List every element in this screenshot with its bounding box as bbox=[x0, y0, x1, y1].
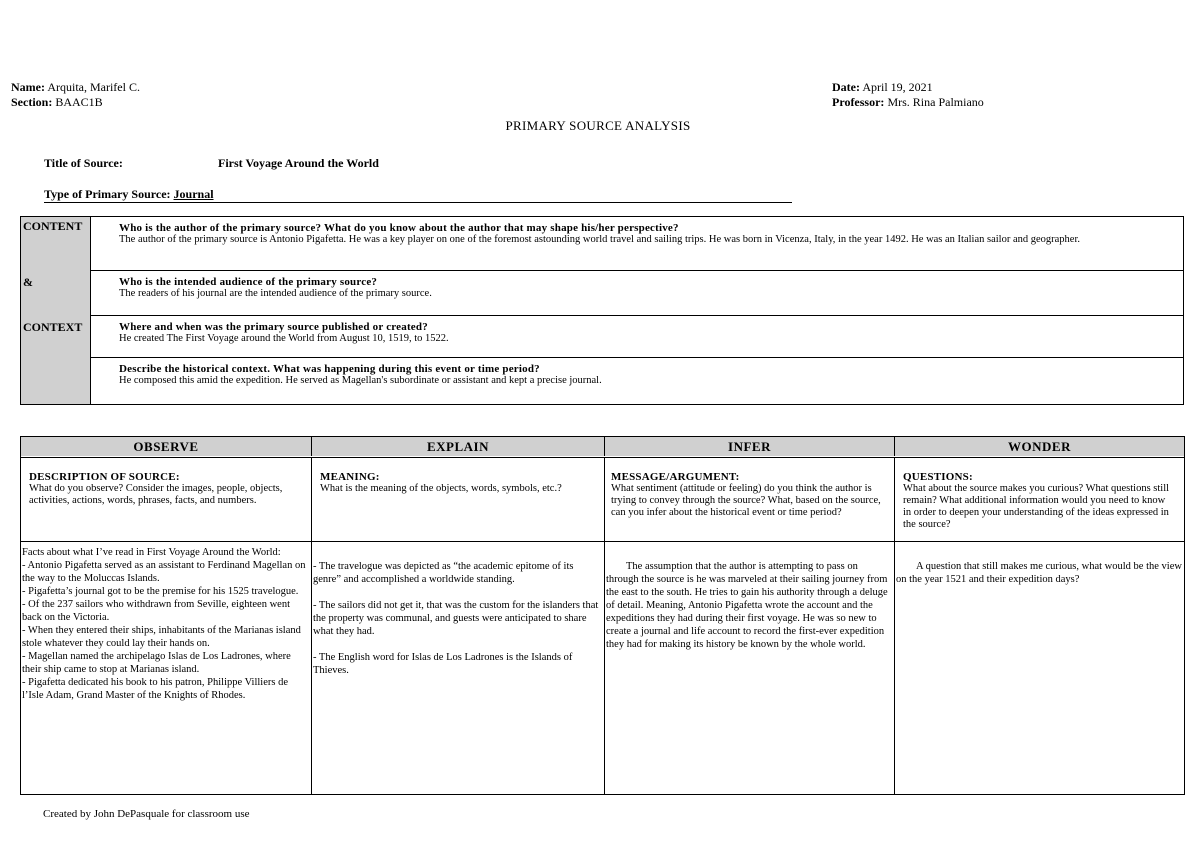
source-type-value: Journal bbox=[173, 187, 214, 201]
source-title-value: First Voyage Around the World bbox=[218, 156, 379, 170]
published-question: Where and when was the primary source published or created? bbox=[119, 321, 428, 333]
explain-header: EXPLAIN bbox=[312, 437, 605, 456]
section-value: BAAC1B bbox=[52, 95, 103, 109]
source-type-row bbox=[44, 187, 792, 203]
side-label-ampersand: & bbox=[23, 275, 33, 289]
analysis-table bbox=[20, 436, 1185, 795]
explain-prompt-title: MEANING: bbox=[320, 471, 380, 483]
side-label-context: CONTEXT bbox=[23, 320, 83, 334]
wonder-prompt bbox=[895, 457, 1184, 541]
infer-prompt-title: MESSAGE/ARGUMENT: bbox=[611, 471, 740, 483]
infer-header: INFER bbox=[605, 437, 895, 456]
explain-prompt bbox=[312, 457, 605, 541]
course-info bbox=[832, 80, 984, 110]
wonder-prompt-title: QUESTIONS: bbox=[903, 471, 973, 483]
content-context-table bbox=[20, 216, 1184, 405]
infer-text: The assumption that the author is attempting to pass on through the source is he was marveled at their sailing journey from the east to the south. He tries to gain his authority through a deluge of detail. Meaning, Antonio Pigafetta wrote the account and the expeditions they had during their first voyage. He was so new to create a journal and life account to record the first-ever expedition they had for making its history be known by the whole world. bbox=[606, 561, 888, 650]
audience-question: Who is the intended audience of the primary source? bbox=[119, 276, 378, 288]
observe-prompt-text: What do you observe? Consider the images, people, objects, activities, actions, words, phrases, facts, and numbers. bbox=[29, 483, 283, 506]
observe-fact: Facts about what I’ve read in First Voyage Around the World: bbox=[22, 547, 281, 558]
observe-fact: - Magellan named the archipelago Islas de Los Ladrones, where their ship came to stop at Marianas island. bbox=[22, 651, 291, 675]
observe-fact: - Of the 237 sailors who withdrawn from Seville, eighteen went back on the Victoria. bbox=[22, 599, 290, 623]
observe-header: OBSERVE bbox=[21, 437, 312, 456]
wonder-prompt-text: What about the source makes you curious? What questions still remain? What additional information would you need to know in order to deepen your understanding of the ideas expressed in the source? bbox=[903, 483, 1170, 530]
context-row bbox=[91, 358, 1183, 404]
name-label: Name: bbox=[11, 80, 45, 94]
explain-point: - The travelogue was depicted as “the academic epitome of its genre” and accomplished a worldwide standing. bbox=[313, 561, 574, 585]
footer-credit: Created by John DePasquale for classroom use bbox=[43, 808, 250, 820]
observe-fact: - Antonio Pigafetta served as an assistant to Ferdinand Magellan on the way to the Moluccas Islands. bbox=[22, 560, 306, 584]
observe-prompt-title: DESCRIPTION OF SOURCE: bbox=[29, 471, 180, 483]
author-answer: The author of the primary source is Antonio Pigafetta. He was a key player on one of the foremost astounding world travel and sailing trips. He was born in Vicenza, Italy, in the year 1492. He was an Italian sailor and geographer. bbox=[119, 234, 1081, 245]
published-answer: He created The First Voyage around the World from August 10, 1519, to 1522. bbox=[119, 333, 449, 344]
wonder-body bbox=[895, 541, 1184, 794]
explain-point: - The sailors did not get it, that was the custom for the islanders that the property was communal, and guests were anticipated to share what they had. bbox=[313, 600, 599, 637]
observe-fact: - When they entered their ships, inhabitants of the Marianas island stole whatever they could lay their hands on. bbox=[22, 625, 301, 649]
audience-row bbox=[91, 271, 1183, 316]
name-value: Arquita, Marifel C. bbox=[44, 80, 140, 94]
student-info bbox=[11, 80, 140, 110]
infer-prompt-text: What sentiment (attitude or feeling) do you think the author is trying to convey through the source? What, based on the source, can you infer about the historical event or time period? bbox=[611, 483, 881, 518]
explain-point: - The English word for Islas de Los Ladrones is the Islands of Thieves. bbox=[313, 652, 573, 676]
side-label-content: CONTENT bbox=[23, 219, 83, 233]
page-title: PRIMARY SOURCE ANALYSIS bbox=[505, 118, 691, 133]
section-label: Section: bbox=[11, 95, 53, 109]
infer-body bbox=[605, 541, 895, 794]
explain-body bbox=[312, 541, 605, 794]
context-question: Describe the historical context. What was happening during this event or time period? bbox=[119, 363, 540, 375]
author-question: Who is the author of the primary source? What do you know about the author that may shape his/her perspective? bbox=[119, 222, 679, 234]
wonder-text: A question that still makes me curious, what would be the view on the year 1521 and their expedition days? bbox=[896, 561, 1182, 585]
observe-prompt bbox=[21, 457, 312, 541]
content-context-side-label bbox=[21, 217, 91, 404]
wonder-header: WONDER bbox=[895, 437, 1184, 456]
date-value: April 19, 2021 bbox=[859, 80, 933, 94]
explain-prompt-text: What is the meaning of the objects, words, symbols, etc.? bbox=[320, 483, 562, 494]
professor-value: Mrs. Rina Palmiano bbox=[884, 95, 984, 109]
context-answer: He composed this amid the expedition. He served as Magellan's subordinate or assistant and kept a precise journal. bbox=[119, 375, 602, 386]
source-title-row bbox=[44, 156, 379, 171]
infer-prompt bbox=[605, 457, 895, 541]
author-row bbox=[91, 217, 1183, 271]
source-type-label: Type of Primary Source: bbox=[44, 187, 174, 201]
audience-answer: The readers of his journal are the intended audience of the primary source. bbox=[119, 288, 432, 299]
professor-label: Professor: bbox=[832, 95, 885, 109]
source-title-label: Title of Source: bbox=[44, 156, 123, 170]
observe-fact: - Pigafetta’s journal got to be the premise for his 1525 travelogue. bbox=[22, 586, 299, 597]
observe-fact: - Pigafetta dedicated his book to his patron, Philippe Villiers de l’Isle Adam, Grand Master of the Knights of Rhodes. bbox=[22, 677, 289, 701]
date-label: Date: bbox=[832, 80, 860, 94]
observe-body bbox=[21, 541, 312, 794]
published-row bbox=[91, 316, 1183, 358]
